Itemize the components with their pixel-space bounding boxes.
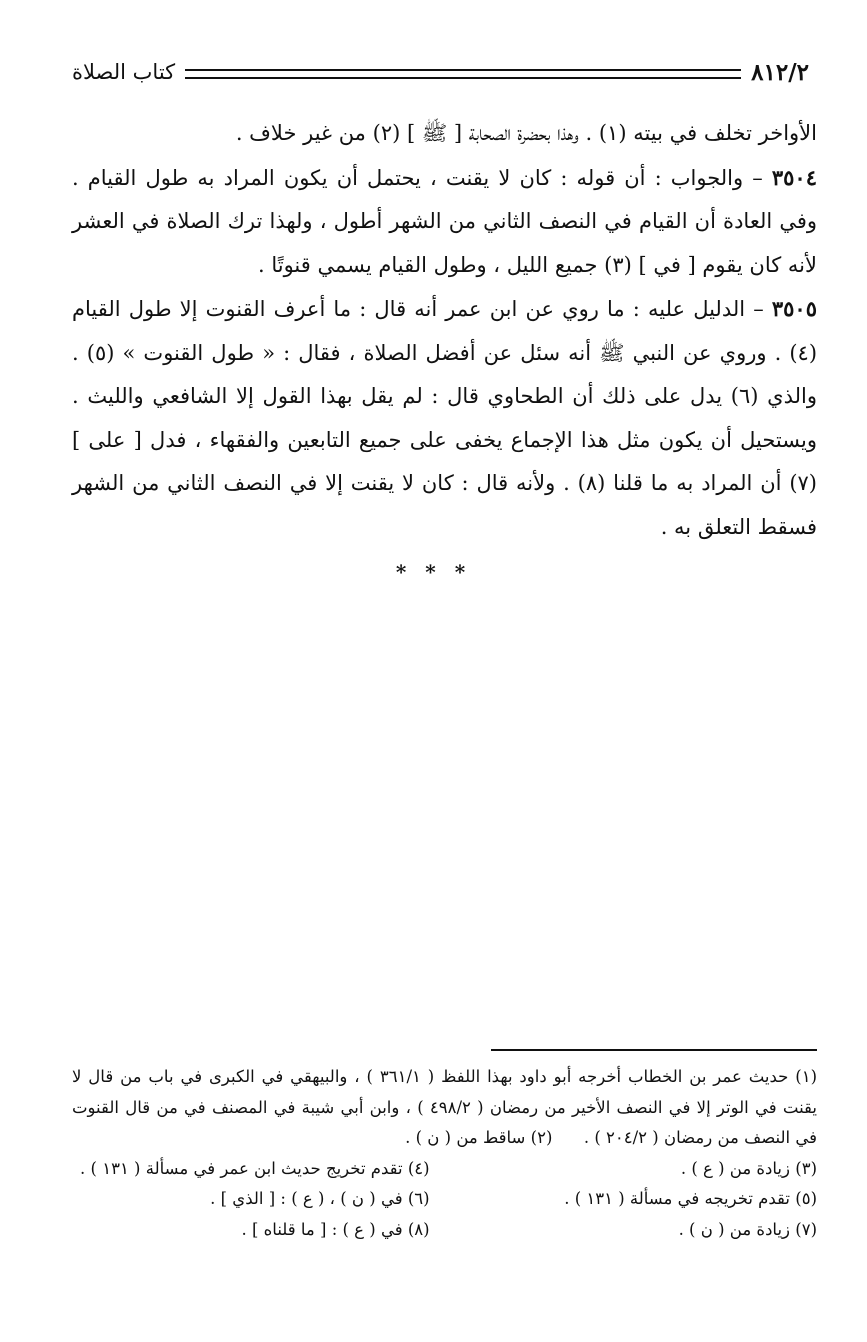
- header-rule: [185, 69, 741, 79]
- footnote-4: (٤) تقدم تخريج حديث ابن عمر في مسألة ( ١٣١ ) .: [80, 1158, 430, 1178]
- page-header: [72, 52, 809, 92]
- paragraph-3504: [72, 156, 817, 288]
- footnote-row: [72, 1184, 817, 1215]
- paragraph-text: – والجواب : أن قوله : كان لا يقنت ، يحتمل أن يكون المراد به طول القيام . وفي العادة أن القيام في النصف الثاني من الشهر أطول ، ولهذا ترك الصلاة في العشر لأنه كان يقوم [ في ] (٣) جميع الليل ، وطول القيام يسمي قنوتًا .: [72, 165, 817, 277]
- footnote-2: (٢) ساقط من ( ن ) .: [405, 1128, 584, 1147]
- footnote-3: (٣) زيادة من ( ع ) .: [680, 1158, 817, 1178]
- footnote-rule: [491, 1049, 817, 1051]
- paragraph-number: ٣٥٠٤: [771, 164, 817, 190]
- book-title: كتاب الصلاة: [72, 60, 176, 84]
- section-separator: * * *: [395, 560, 472, 584]
- paragraph-3505: [72, 287, 817, 549]
- footnote-5: (٥) تقدم تخريجه في مسألة ( ١٣١ ) .: [564, 1189, 817, 1208]
- footnote-6: (٦) في ( ن ) ، ( ع ) : [ الذي ] .: [210, 1189, 430, 1208]
- paragraph-continuation: الأواخر تخلف في بيته (١) . وهذا بحضرة الصحابة [ ﷺ ] (٢) من غير خلاف .: [235, 121, 817, 145]
- footnote-8: (٨) في ( ع ) : [ ما قلناه ] .: [241, 1219, 430, 1239]
- footnote-row: [72, 1154, 817, 1185]
- paragraph-number: ٣٥٠٥: [771, 296, 817, 321]
- footnote-row: [72, 1215, 817, 1246]
- footnotes: [72, 1062, 817, 1245]
- main-text: [72, 112, 817, 549]
- page-number: ٨١٢/٢: [751, 58, 809, 86]
- paragraph-text: – الدليل عليه : ما روي عن ابن عمر أنه قال : ما أعرف القنوت إلا طول القيام (٤) . وروي عن النبي ﷺ أنه سئل عن أفضل الصلاة ، فقال : « طول القنوت » (٥) . والذي (٦) يدل على ذلك أن الطحاوي قال : لم يقل بهذا القول إلا الشافعي والليث . ويستحيل أن يكون مثل هذا الإجماع يخفى على جميع التابعين والفقهاء ، فدل [ على ] (٧) أن المراد به ما قلنا (٨) . ولأنه قال : كان لا يقنت إلا في النصف الثاني من الشهر فسقط التعلق به .: [72, 297, 818, 539]
- footnote-7: (٧) زيادة من ( ن ) .: [678, 1219, 817, 1239]
- footnote-1: (١) حديث عمر بن الخطاب أخرجه أبو داود بهذا اللفظ ( ٣٦١/١ ) ، والبيهقي في الكبرى في باب من قال لا يقنت في الوتر إلا في النصف الأخير من رمضان ( ٤٩٨/٢ ) ، وابن أبي شيبة في المصنف في من قال القنوت في النصف من رمضان ( ٢٠٤/٢ ) . (٢) ساقط من ( ن ) .: [72, 1067, 817, 1147]
